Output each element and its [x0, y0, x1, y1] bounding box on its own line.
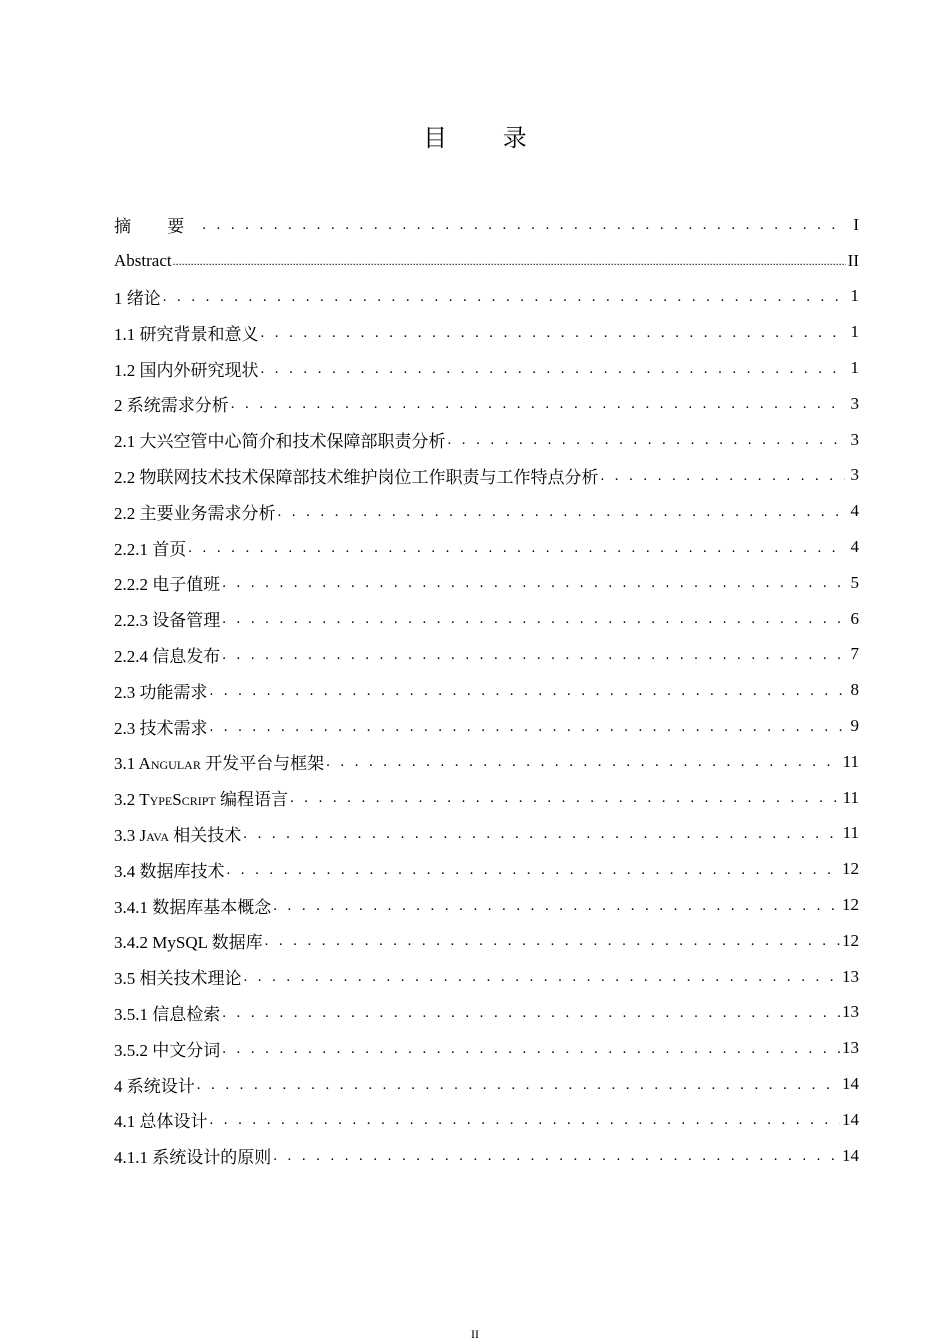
toc-entry-page: 11 — [842, 823, 859, 843]
toc-entry[interactable] — [114, 207, 859, 243]
toc-leader-dots — [210, 1112, 841, 1129]
toc-entry-page: 3 — [850, 393, 859, 413]
toc-entry-label: 2.2 主要业务需求分析 — [114, 503, 276, 523]
toc-leader-dots — [261, 361, 846, 378]
toc-entry-label: 2.2.4 信息发布 — [114, 646, 221, 666]
toc-leader-dots — [273, 898, 840, 915]
toc-entry[interactable] — [114, 672, 859, 708]
toc-entry[interactable] — [114, 493, 859, 529]
toc-entry[interactable] — [114, 708, 859, 744]
toc-entry-page: 12 — [842, 859, 859, 879]
toc-entry-label: 1 绪论 — [114, 288, 161, 308]
toc-entry-label: 3.5.1 信息检索 — [114, 1004, 221, 1024]
toc-entry[interactable] — [114, 458, 859, 494]
toc-entry-page: 9 — [850, 716, 859, 736]
toc-leader-dots — [278, 504, 846, 521]
toc-entry-page: 1 — [850, 358, 859, 378]
toc-entry[interactable] — [114, 350, 859, 386]
toc-leader-dots — [326, 754, 841, 771]
toc-entry[interactable] — [114, 959, 859, 995]
toc-entry[interactable] — [114, 923, 859, 959]
toc-entry-label: 2.2.1 首页 — [114, 539, 187, 559]
toc-entry[interactable] — [114, 816, 859, 852]
toc-entry-page: 13 — [842, 1038, 859, 1058]
toc-leader-dots — [243, 826, 840, 843]
toc-entry-label: 3.4.2 MySQL 数据库 — [114, 933, 263, 953]
toc-entry-label: 1.2 国内外研究现状 — [114, 360, 259, 380]
toc-entry-label: 摘 要 — [114, 217, 201, 237]
toc-entry-page: 13 — [842, 1002, 859, 1022]
toc-leader-dots — [210, 683, 846, 700]
toc-entry-page: 14 — [842, 1109, 859, 1129]
toc-entry-label: 2 系统需求分析 — [114, 396, 229, 416]
toc-entry-label: 2.3 功能需求 — [114, 682, 208, 702]
toc-leader-dots — [222, 1005, 840, 1022]
toc-entry-label: 3.1 Angular 开发平台与框架 — [114, 754, 325, 774]
table-of-contents — [114, 207, 859, 1174]
toc-leader-dots — [222, 611, 845, 628]
toc-entry[interactable] — [114, 1102, 859, 1138]
toc-entry-label: 3.3 Java 相关技术 — [114, 825, 242, 845]
toc-entry[interactable] — [114, 386, 859, 422]
toc-entry-page: 6 — [850, 608, 859, 628]
footer-page-number: II — [471, 1327, 479, 1341]
toc-entry-page: 3 — [850, 429, 859, 449]
toc-entry[interactable] — [114, 1030, 859, 1066]
toc-entry-label: 3.2 TypeScript 编程语言 — [114, 790, 288, 810]
toc-leader-dots — [231, 396, 845, 413]
toc-entry-page: 12 — [842, 930, 859, 950]
toc-entry-page: 8 — [850, 680, 859, 700]
toc-entry-page: 11 — [842, 751, 859, 771]
toc-leader-dots — [273, 1148, 840, 1165]
toc-entry-page: 13 — [842, 966, 859, 986]
toc-leader-dots — [601, 468, 846, 485]
toc-leader-dots — [265, 933, 840, 950]
toc-entry[interactable] — [114, 744, 859, 780]
toc-leader-dots — [227, 862, 841, 879]
toc-entry-page: 4 — [850, 537, 859, 557]
toc-entry-page: 1 — [850, 286, 859, 306]
toc-entry[interactable] — [114, 529, 859, 565]
toc-leader-dots — [244, 969, 841, 986]
toc-leader-dots — [188, 540, 845, 557]
toc-entry-label: 3.4.1 数据库基本概念 — [114, 897, 272, 917]
toc-leader-dots — [222, 647, 845, 664]
toc-entry[interactable] — [114, 279, 859, 315]
toc-entry-label: 3.5 相关技术理论 — [114, 969, 242, 989]
toc-entry[interactable] — [114, 601, 859, 637]
toc-entry-label: 2.2.3 设备管理 — [114, 611, 221, 631]
toc-entry-page: 4 — [850, 501, 859, 521]
toc-entry[interactable] — [114, 1066, 859, 1102]
toc-leader-dots — [210, 719, 846, 736]
toc-entry-label: 3.4 数据库技术 — [114, 861, 225, 881]
toc-entry-label: 4.1.1 系统设计的原则 — [114, 1148, 272, 1168]
toc-entry[interactable] — [114, 314, 859, 350]
toc-entry-label: 2.1 大兴空管中心简介和技术保障部职责分析 — [114, 432, 446, 452]
toc-entry-page: 7 — [850, 644, 859, 664]
toc-entry[interactable] — [114, 637, 859, 673]
toc-entry-page: 12 — [842, 895, 859, 915]
toc-entry-label: 2.2.2 电子值班 — [114, 575, 221, 595]
toc-entry[interactable] — [114, 243, 859, 279]
toc-entry-label: 1.1 研究背景和意义 — [114, 324, 259, 344]
toc-leader-dots — [173, 254, 846, 269]
toc-entry-label: Abstract — [114, 250, 172, 270]
toc-entry-page: 5 — [850, 572, 859, 592]
toc-entry[interactable] — [114, 995, 859, 1031]
toc-entry[interactable] — [114, 565, 859, 601]
toc-entry-page: I — [853, 214, 859, 234]
toc-entry-page: 14 — [842, 1074, 859, 1094]
toc-entry[interactable] — [114, 422, 859, 458]
toc-leader-dots — [222, 575, 845, 592]
toc-entry[interactable] — [114, 1138, 859, 1174]
toc-leader-dots — [197, 1077, 840, 1094]
toc-entry-page: 3 — [850, 465, 859, 485]
toc-entry-page: 1 — [850, 322, 859, 342]
toc-entry-label: 4.1 总体设计 — [114, 1112, 208, 1132]
toc-entry-page: 14 — [842, 1145, 859, 1165]
toc-leader-dots — [261, 325, 846, 342]
toc-entry[interactable] — [114, 851, 859, 887]
toc-leader-dots — [202, 217, 845, 234]
toc-leader-dots — [163, 289, 845, 306]
toc-entry-label: 3.5.2 中文分词 — [114, 1040, 221, 1060]
toc-entry[interactable] — [114, 887, 859, 923]
toc-leader-dots — [290, 790, 841, 807]
toc-entry-page: 11 — [842, 787, 859, 807]
toc-leader-dots — [222, 1041, 840, 1058]
toc-title: 目 录 — [423, 124, 551, 152]
toc-entry-label: 2.3 技术需求 — [114, 718, 208, 738]
toc-entry-label: 4 系统设计 — [114, 1076, 195, 1096]
toc-entry[interactable] — [114, 780, 859, 816]
toc-entry-page: II — [847, 250, 859, 270]
toc-leader-dots — [448, 432, 846, 449]
toc-entry-label: 2.2 物联网技术技术保障部技术维护岗位工作职责与工作特点分析 — [114, 467, 599, 487]
